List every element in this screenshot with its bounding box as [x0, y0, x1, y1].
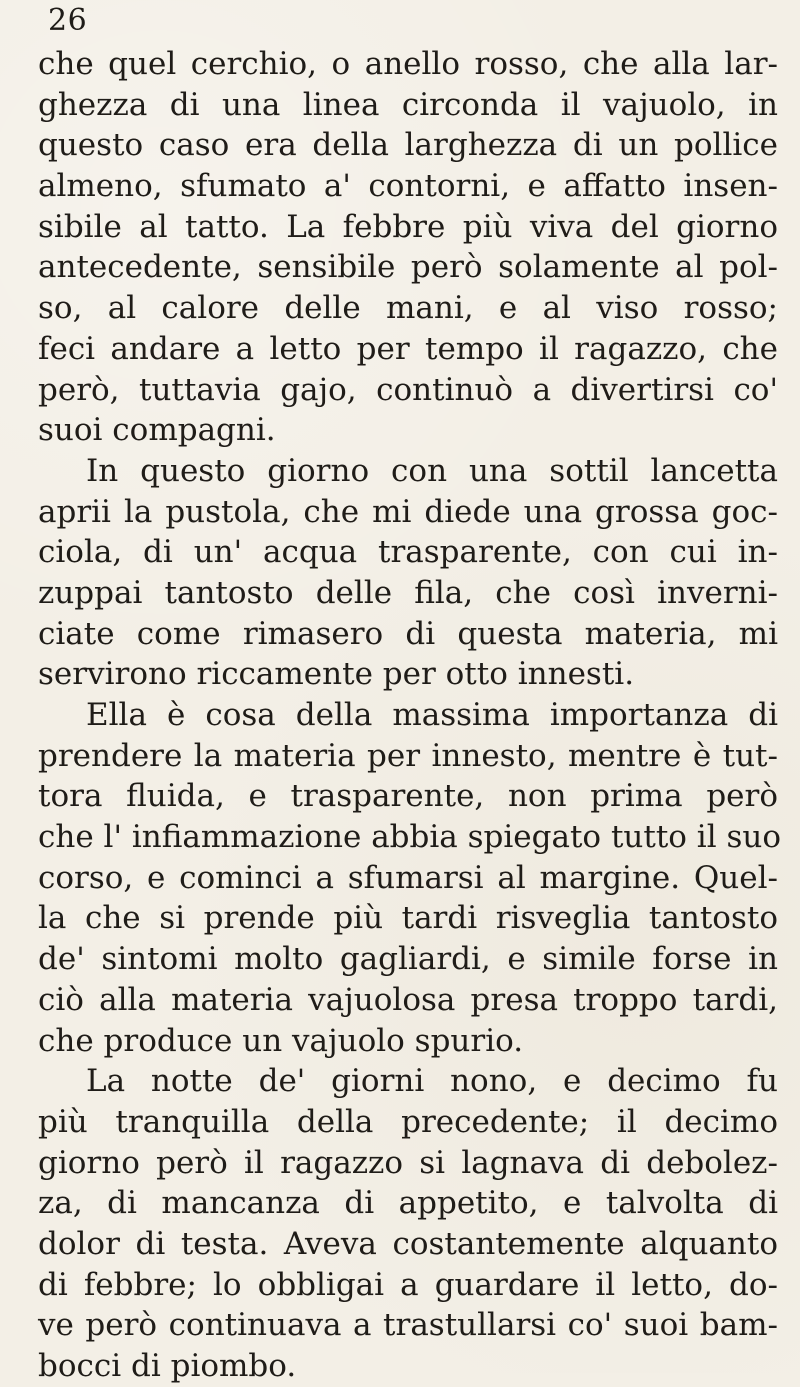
paragraph-4-line-5: dolor di testa. Aveva costantemente alquanto	[38, 1225, 778, 1262]
paragraph-1-line-3: questo caso era della larghezza di un pollice	[38, 127, 778, 164]
paragraph-3-line-8: ciò alla materia vajuolosa presa troppo tardi,	[38, 981, 778, 1018]
paragraph-1-line-5: sibile al tatto. La febbre più viva del giorno	[38, 208, 778, 245]
paragraph-2-line-3: ciola, di un' acqua trasparente, con cui in-	[38, 534, 778, 571]
page-number: 26	[48, 3, 88, 38]
paragraph-2-line-2: aprii la pustola, che mi diede una grossa goc-	[38, 493, 778, 530]
paragraph-3-line-5: corso, e cominci a sfumarsi al margine. Quel-	[38, 859, 778, 896]
body-text	[38, 44, 782, 1387]
paragraph-4-line-2: più tranquilla della precedente; il decimo	[38, 1103, 778, 1140]
paragraph-4-line-8: bocci di piombo.	[38, 1348, 297, 1384]
paragraph-2-line-1: In questo giorno con una sottil lancetta	[86, 452, 778, 489]
paragraph-2-line-5: ciate come rimasero di questa materia, mi	[38, 615, 778, 652]
paragraph-4-line-3: giorno però il ragazzo si lagnava di debolez-	[38, 1144, 778, 1181]
paragraph-2	[38, 451, 778, 695]
paragraph-3-line-6: la che si prende più tardi risveglia tantosto	[38, 900, 778, 937]
paragraph-4-line-6: di febbre; lo obbligai a guardare il letto, do-	[38, 1266, 778, 1303]
paragraph-3-line-9: che produce un vajuolo spurio.	[38, 1022, 524, 1059]
paragraph-1-line-2: ghezza di una linea circonda il vajuolo, in	[38, 86, 778, 123]
paragraph-3-line-2: prendere la materia per innesto, mentre è tut-	[38, 737, 778, 774]
paragraph-4-line-4: za, di mancanza di appetito, e talvolta di	[38, 1185, 778, 1222]
paragraph-1	[38, 44, 778, 451]
paragraph-3-line-4: che l' infiammazione abbia spiegato tutto il suo	[38, 819, 782, 856]
paragraph-3	[38, 695, 782, 1061]
paragraph-1-line-8: feci andare a letto per tempo il ragazzo, che	[38, 330, 778, 367]
paragraph-3-line-7: de' sintomi molto gagliardi, e simile forse in	[38, 941, 778, 978]
paragraph-1-line-9: però, tuttavia gajo, continuò a divertirsi co'	[38, 371, 778, 408]
paragraph-3-line-1: Ella è cosa della massima importanza di	[86, 697, 778, 733]
paragraph-4-line-7: ve però continuava a trastullarsi co' suoi bam-	[38, 1307, 778, 1344]
paragraph-1-line-6: antecedente, sensibile però solamente al pol-	[38, 249, 778, 286]
paragraph-1-line-10: suoi compagni.	[38, 412, 276, 449]
paragraph-1-line-7: so, al calore delle mani, e al viso rosso;	[38, 290, 778, 327]
paragraph-4	[38, 1061, 778, 1387]
paragraph-3-line-3: tora fluida, e trasparente, non prima però	[38, 778, 778, 815]
paragraph-1-line-1: che quel cerchio, o anello rosso, che alla lar-	[38, 46, 778, 82]
paragraph-4-line-1: La notte de' giorni nono, e decimo fu	[86, 1063, 778, 1100]
paragraph-2-line-4: zuppai tantosto delle fila, che così inverni-	[38, 574, 778, 611]
paragraph-1-line-4: almeno, sfumato a' contorni, e affatto insen-	[38, 168, 778, 205]
paragraph-2-line-6: servirono riccamente per otto innesti.	[38, 656, 635, 693]
